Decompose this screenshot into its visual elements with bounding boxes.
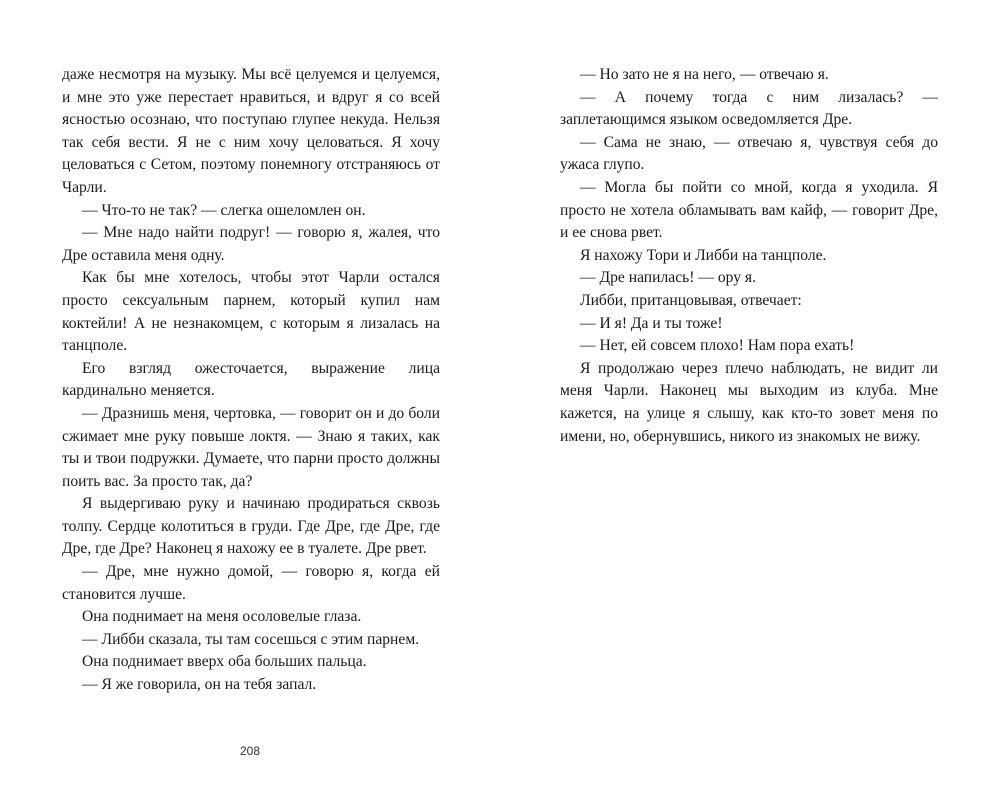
- paragraph: — Мне надо найти подруг! — говорю я, жалея, что Дре оставила меня одну.: [62, 224, 440, 264]
- page-number: 208: [239, 744, 261, 758]
- paragraph: Либби, пританцовывая, отвечает:: [580, 291, 802, 309]
- paragraph: — И я! Да и ты тоже!: [580, 314, 723, 332]
- paragraph: — Нет, ей совсем плохо! Нам пора ехать!: [580, 337, 855, 355]
- paragraph: — Дразнишь меня, чертовка, — говорит он и до боли сжимает мне руку повыше локтя. — Знаю я таких, как ты и твои подружки. Думаете, что парни просто должны поить вас. За просто так, да?: [62, 404, 440, 490]
- paragraph: Его взгляд ожесточается, выражение лица кардинально меняется.: [62, 359, 440, 400]
- paragraph: — Дре, мне нужно домой, — говорю я, когда ей становится лучше.: [62, 563, 440, 603]
- paragraph: — Сама не знаю, — отвечаю я, чувствуя себя до ужаса глупо.: [560, 133, 938, 174]
- paragraph: Она поднимает вверх оба больших пальца.: [82, 653, 367, 671]
- right-page: [560, 64, 938, 448]
- paragraph: Я продолжаю через плечо наблюдать, не видит ли меня Чарли. Наконец мы выходим из клуба. Мне кажется, на улице я слышу, как кто-то зовет меня по имени, но, обернувшись, никого из знакомых не вижу.: [560, 359, 938, 445]
- paragraph: Я выдергиваю руку и начинаю продираться сквозь толпу. Сердце колотиться в груди. Где Дре, где Дре, где Дре, где Дре? Наконец я нахожу ее в туалете. Дре рвет.: [62, 495, 440, 558]
- paragraph: — Что-то не так? — слегка ошеломлен он.: [82, 201, 366, 219]
- paragraph: Как бы мне хотелось, чтобы этот Чарли остался просто сексуальным парнем, который купил нам коктейли! А не незнакомцем, с которым я лизалась на танцполе.: [62, 269, 440, 355]
- paragraph: Она поднимает на меня осоловелые глаза.: [82, 608, 362, 626]
- paragraph: Я нахожу Тори и Либби на танцполе.: [580, 246, 827, 264]
- paragraph: — Дре напилась! — ору я.: [580, 269, 756, 287]
- paragraph: — А почему тогда с ним лизалась? — заплетающимся языком осведомляется Дре.: [560, 88, 938, 129]
- left-page: [62, 64, 440, 697]
- paragraph: — Могла бы пойти со мной, когда я уходила. Я просто не хотела обламывать вам кайф, — говорит Дре, и ее снова рвет.: [560, 178, 938, 242]
- paragraph: — Я же говорила, он на тебя запал.: [82, 676, 317, 694]
- paragraph: даже несмотря на музыку. Мы всё целуемся и целуемся, и мне это уже перестает нравиться, и вдруг я со всей ясностью осознаю, что поступаю глупее некуда. Нельзя так себя вести. Я не с ним хочу целоваться. Я хочу целоваться с Сетом, поэтому понемногу отстраняюсь от Чарли.: [62, 66, 440, 196]
- paragraph: — Либби сказала, ты там сосешься с этим парнем.: [82, 630, 420, 648]
- paragraph: — Но зато не я на него, — отвечаю я.: [580, 66, 829, 83]
